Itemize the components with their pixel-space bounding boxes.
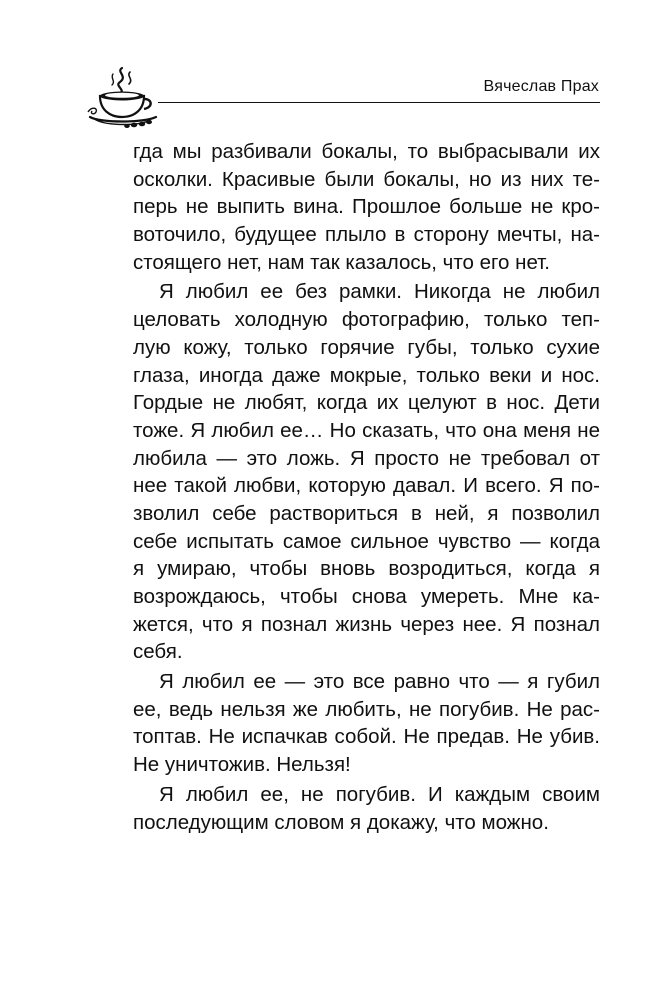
text-line: Не уничтожив. Нельзя! — [133, 753, 351, 777]
coffee-cup-icon — [82, 62, 160, 130]
text-line: нее такой любви, которую давал. И всего. Я по- — [133, 474, 600, 498]
text-line: Гордые не любят, когда их целуют в нос. Дети — [133, 391, 600, 415]
text-line: гда мы разбивали бокалы, то выбрасывали их — [133, 140, 600, 163]
text-line: стоящего нет, нам так казалось, что его нет. — [133, 250, 550, 274]
text-line: Я любил ее, не погубив. И каждым своим — [159, 782, 600, 806]
text-line: перь не выпить вина. Прошлое больше не кро- — [133, 195, 600, 219]
text-line: топтав. Не испачкав собой. Не предав. Не убив. — [133, 725, 600, 749]
text-line: себя. — [133, 640, 183, 664]
text-line: любила — это ложь. Я просто не требовал от — [133, 446, 600, 470]
text-line: лую кожу, только горячие губы, только сухие — [133, 335, 600, 359]
body-text — [133, 138, 600, 838]
header-divider — [158, 102, 600, 103]
text-line: я умираю, чтобы вновь возродиться, когда я — [133, 557, 600, 581]
text-line: целовать холодную фотографию, только теп- — [133, 308, 600, 332]
author-name: Вячеслав Прах — [483, 78, 599, 95]
paragraph — [133, 668, 600, 779]
text-line: воточило, будущее плыло в сторону мечты, на- — [133, 223, 600, 247]
text-line: Я любил ее без рамки. Никогда не любил — [159, 280, 600, 304]
text-line: последующим словом я докажу, что можно. — [133, 810, 549, 834]
text-line: жется, что я познал жизнь через нее. Я познал — [133, 612, 600, 636]
page-header — [0, 0, 669, 140]
text-line: осколки. Красивые были бокалы, но из них те- — [133, 167, 600, 191]
text-line: зволил себе раствориться в ней, я позволил — [133, 501, 600, 525]
text-line: тоже. Я любил ее… Но сказать, что она меня не — [133, 418, 600, 442]
text-line: ее, ведь нельзя же любить, не погубив. Не рас- — [133, 697, 600, 721]
text-line: себе испытать самое сильное чувство — когда — [133, 529, 600, 553]
paragraph — [133, 138, 600, 276]
text-line: глаза, иногда даже мокрые, только веки и нос. — [133, 363, 600, 387]
paragraph — [133, 278, 600, 666]
paragraph — [133, 781, 600, 836]
text-line: Я любил ее — это все равно что — я губил — [159, 670, 600, 694]
text-line: возрождаюсь, чтобы снова умереть. Мне ка- — [133, 585, 600, 608]
